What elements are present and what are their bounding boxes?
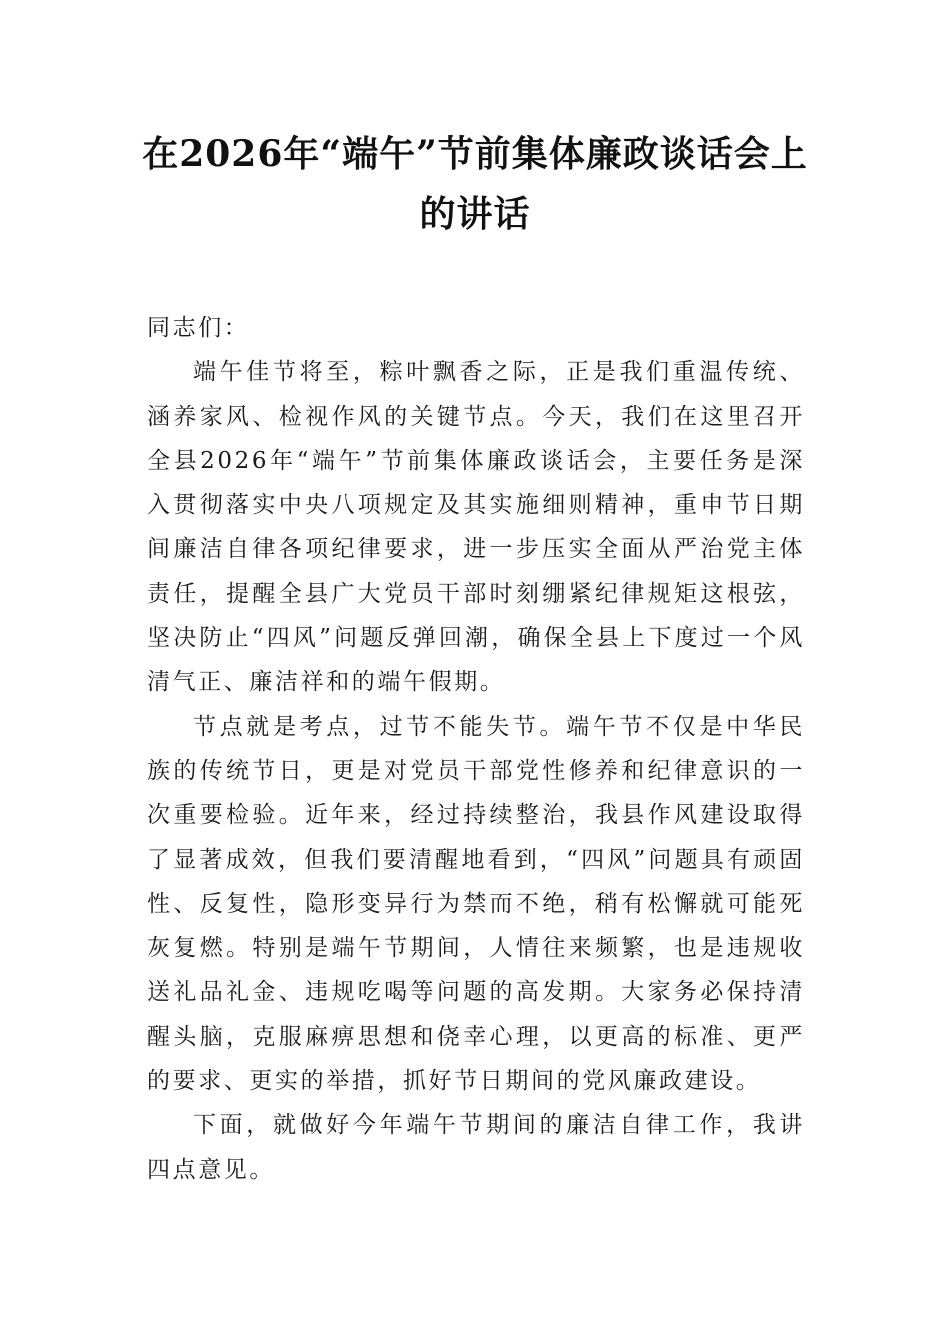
paragraph-1: 端午佳节将至，粽叶飘香之际，正是我们重温传统、涵养家风、检视作风的关键节点。今天，我们在这里召开全县2026年“端午”节前集体廉政谈话会，主要任务是深入贯彻落实中央八项规定及其实施细则精神，重申节日期间廉洁自律各项纪律要求，进一步压实全面从严治党主体责任，提醒全县广大党员干部时刻绷紧纪律规矩这根弦，坚决防止“四风”问题反弹回潮，确保全县上下度过一个风清气正、廉洁祥和的端午假期。 (147, 359, 805, 696)
paragraph-2: 节点就是考点，过节不能失节。端午节不仅是中华民族的传统节日，更是对党员干部党性修养和纪律意识的一次重要检验。近年来，经过持续整治，我县作风建设取得了显著成效，但我们要清醒地看到，“四风”问题具有顽固性、反复性，隐形变异行为禁而不绝，稍有松懈就可能死灰复燃。特别是端午节期间，人情往来频繁，也是违规收送礼品礼金、违规吃喝等问题的高发期。大家务必保持清醒头脑，克服麻痹思想和侥幸心理，以更高的标准、更严的要求、更实的举措，抓好节日期间的党风廉政建设。 (147, 713, 805, 1095)
document-title (120, 124, 830, 244)
title-line-1: 在2026年“端午”节前集体廉政谈话会上 (142, 133, 808, 175)
document-body (147, 306, 805, 1192)
paragraph-3: 下面，就做好今年端午节期间的廉洁自律工作，我讲四点意见。 (147, 1112, 805, 1183)
salutation: 同志们： (147, 315, 250, 341)
title-line-2: 的讲话 (419, 193, 531, 235)
